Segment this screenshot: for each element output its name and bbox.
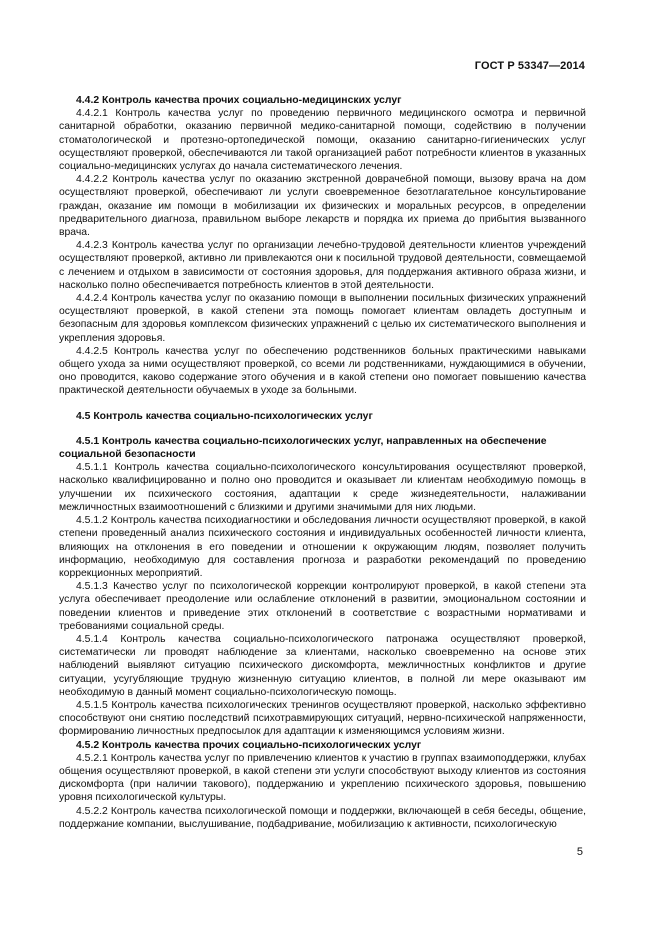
paragraph-4-5-1-4: 4.5.1.4 Контроль качества социально-психологического патронажа осуществляют проверкой, систематически ли проводят наблюдение за клиентами, насколько своевременно на основе этих наблюдений выявляют ситуацию психического дискомфорта, межличностных конфликтов и другие ситуации, усугубляющие трудную жизненную ситуацию клиентов, в полной ли мере оказывают им необходимую в данный момент социально-психологическую помощь. xyxy=(59,633,586,698)
section-heading-4-5-2: 4.5.2 Контроль качества прочих социально-психологических услуг xyxy=(76,739,422,751)
section-heading-4-5: 4.5 Контроль качества социально-психологических услуг xyxy=(76,410,373,422)
paragraph-4-4-2-2: 4.4.2.2 Контроль качества услуг по оказанию экстренной доврачебной помощи, вызову врача на дом осуществляют проверкой, обеспечивают ли услуги своевременное безотлагательное консультирование граждан, оказание им помощи в мобилизации их физических и моральных ресурсов, в определении предварительного диагноза, правильном выборе лекарств и порядка их приема до прибытия вызванного врача. xyxy=(59,174,586,239)
spacer xyxy=(59,398,586,410)
paragraph-4-4-2-1: 4.4.2.1 Контроль качества услуг по проведению первичного медицинского осмотра и первичной санитарной обработки, оказанию первичной медико-санитарной помощи, содействию в получении стоматологической и протезно-ортопедической помощи, оказанию санитарно-гигиенических услуг осуществляют проверкой, обеспечиваются ли такой организацией работ потребности клиентов в указанных социально-медицинских услугах до начала систематического лечения. xyxy=(59,108,586,173)
paragraph-4-5-1-3: 4.5.1.3 Качество услуг по психологической коррекции контролируют проверкой, в какой степени эта услуга обеспечивает преодоление или ослабление отклонений в развитии, эмоциональном состоянии и поведении клиентов и приведение этих отклонений в соответствие с возрастными нормативами и требованиями социальной среды. xyxy=(59,581,586,632)
document-body xyxy=(59,94,586,831)
section-heading-4-4-2: 4.4.2 Контроль качества прочих социально-медицинских услуг xyxy=(76,95,402,106)
spacer xyxy=(59,423,586,435)
section-heading-4-5-1: 4.5.1 Контроль качества социально-психологических услуг, направленных на обеспечение социальной безопасности xyxy=(59,435,547,461)
paragraph-4-5-1-2: 4.5.1.2 Контроль качества психодиагностики и обследования личности осуществляют проверкой, в какой степени проведенный анализ психического состояния и индивидуальных особенностей личности клиента, влияющих на отклонения в его поведении и отношении к окружающим людям, позволяет получить информацию, необходимую для составления прогноза и разработки рекомендаций по проведению коррекционных мероприятий. xyxy=(59,515,586,579)
paragraph-4-4-2-4: 4.4.2.4 Контроль качества услуг по оказанию помощи в выполнении посильных физических упражнений осуществляют проверкой, в какой степени эта помощь помогает клиентам овладеть доступным и безопасным для здоровья комплексом физических упражнений с целью их систематического выполнения и укрепления здоровья. xyxy=(59,293,586,344)
paragraph-4-5-1-1: 4.5.1.1 Контроль качества социально-психологического консультирования осуществляют проверкой, насколько квалифицированно и полно оно проводится и оказывает ли клиентам необходимую помощь в улучшении их психического состояния, адаптации к среде жизнедеятельности, налаживании межличностных взаимоотношений с близкими и другими значимыми для них людьми. xyxy=(59,462,586,513)
paragraph-4-5-2-2: 4.5.2.2 Контроль качества психологической помощи и поддержки, включающей в себя беседы, общение, поддержание компании, выслушивание, подбадривание, мобилизацию к активности, психологическую xyxy=(59,805,586,830)
paragraph-4-4-2-3: 4.4.2.3 Контроль качества услуг по организации лечебно-трудовой деятельности клиентов учреждений осуществляют проверкой, активно ли привлекаются они к посильной трудовой деятельности, совмещаемой с лечением и отдыхом в зависимости от состояния здоровья, для поддержания активного образа жизни, и насколько полно обеспечивается потребность клиентов в этой деятельности. xyxy=(59,240,586,291)
paragraph-4-4-2-5: 4.4.2.5 Контроль качества услуг по обеспечению родственников больных практическими навыками общего ухода за ними осуществляют проверкой, со всеми ли родственниками, нуждающимися в обучении, оно проводится, каково содержание этого обучения и в какой степени оно помогает повышению качества практической деятельности обучаемых в уходе за больными. xyxy=(59,345,586,397)
page-number: 5 xyxy=(576,846,583,858)
document-header-title: ГОСТ Р 53347—2014 xyxy=(474,60,585,72)
paragraph-4-5-1-5: 4.5.1.5 Контроль качества психологических тренингов осуществляют проверкой, насколько эффективно способствуют они снятию последствий психотравмирующих ситуаций, нервно-психической напряженности, формированию личностных предпосылок для адаптации к изменяющимся условиям жизни. xyxy=(59,699,586,738)
paragraph-4-5-2-1: 4.5.2.1 Контроль качества услуг по привлечению клиентов к участию в группах взаимоподдержки, клубах общения осуществляют проверкой, в какой степени эти услуги способствуют выходу клиентов из состояния дискомфорта (при наличии такового), поддержанию и укреплению психического здоровья, повышению уровня психологической культуры. xyxy=(59,752,586,804)
